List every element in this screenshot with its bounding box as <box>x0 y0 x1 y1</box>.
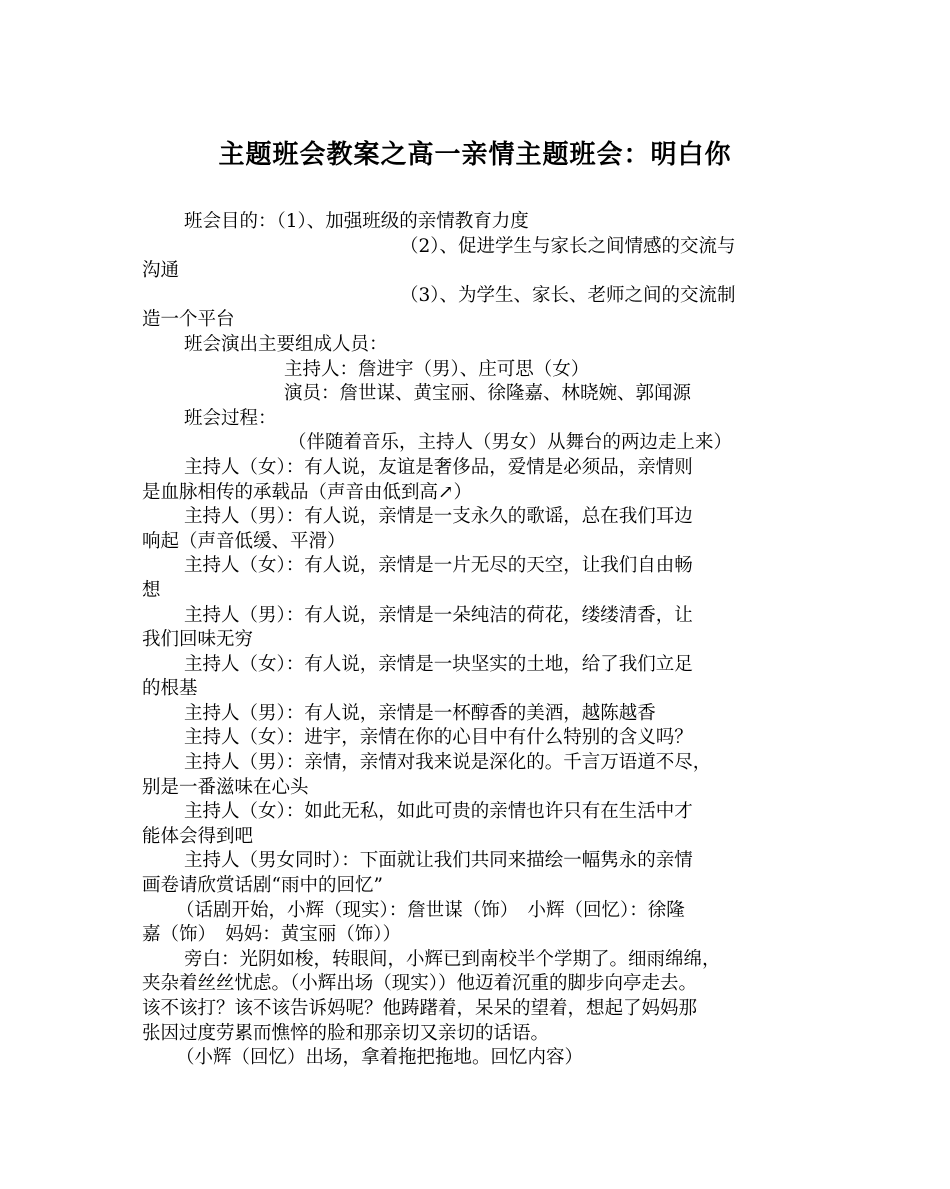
text-line: 沟通 <box>142 260 180 282</box>
text-line: 主持人（女）：进宇，亲情在你的心目中有什么特别的含义吗？ <box>184 727 693 749</box>
document-body <box>142 210 822 1071</box>
text-line: 主持人（男）：有人说，亲情是一杯醇香的美酒，越陈越香 <box>184 702 656 724</box>
text-line: （伴随着音乐，主持人（男女）从舞台的两边走上来） <box>288 432 733 454</box>
text-line: 响起（声音低缓、平滑） <box>142 530 346 552</box>
text-line: 嘉（饰） 妈妈：黄宝丽（饰）） <box>142 924 402 946</box>
text-line: 主持人（女）：有人说，亲情是一块坚实的土地，给了我们立足 <box>184 653 693 675</box>
text-line: 主持人：詹进宇（男）、庄可思（女） <box>284 358 590 380</box>
text-line: 主持人（女）：如此无私，如此可贵的亲情也许只有在生活中才 <box>184 801 693 823</box>
text-line: 的根基 <box>142 678 198 700</box>
text-line: （小辉（回忆）出场，拿着拖把拖地。回忆内容） <box>176 1047 584 1069</box>
text-line: 能体会得到吧 <box>142 825 254 847</box>
text-line: 是血脉相传的承载品（声音由低到高↗） <box>142 481 473 503</box>
text-line: 别是一番滋味在心头 <box>142 776 309 798</box>
text-line: 我们回味无穷 <box>142 629 254 651</box>
text-line: 张因过度劳累而憔悴的脸和那亲切又亲切的话语。 <box>142 1022 550 1044</box>
text-line: 主持人（女）：有人说，友谊是奢侈品，爱情是必须品，亲情则 <box>184 456 693 478</box>
text-line: 想 <box>142 579 161 601</box>
text-line: 旁白：光阴如梭，转眼间，小辉已到南校半个学期了。细雨绵绵， <box>184 948 721 970</box>
text-line: （2）、促进学生与家长之间情感的交流与 <box>400 235 736 257</box>
text-line: 该不该打？该不该告诉妈呢？他踌躇着，呆呆的望着，想起了妈妈那 <box>142 998 698 1019</box>
text-line: 主持人（男）：有人说，亲情是一支永久的歌谣，总在我们耳边 <box>184 506 693 528</box>
text-line: 演员：詹世谋、黄宝丽、徐隆嘉、林晓婉、郭闻源 <box>284 383 692 405</box>
text-line: （3）、为学生、家长、老师之间的交流制 <box>400 284 736 306</box>
text-line: 班会目的：（1）、加强班级的亲情教育力度 <box>184 211 529 232</box>
text-line: （话剧开始，小辉（现实）：詹世谋（饰） 小辉（回忆）：徐隆 <box>176 899 685 921</box>
text-line: 主持人（女）：有人说，亲情是一片无尽的天空，让我们自由畅 <box>184 555 693 577</box>
text-line: 班会过程： <box>184 407 277 429</box>
text-line: 夹杂着丝丝忧虑。（小辉出场（现实））他迈着沉重的脚步向亭走去。 <box>142 973 698 995</box>
page-title: 主题班会教案之高一亲情主题班会：明白你 <box>218 140 732 170</box>
text-line: 主持人（男女同时）：下面就让我们共同来描绘一幅隽永的亲情 <box>184 850 693 872</box>
text-line: 主持人（男）：有人说，亲情是一朵纯洁的荷花，缕缕清香，让 <box>184 604 693 626</box>
text-line: 主持人（男）：亲情，亲情对我来说是深化的。千言万语道不尽， <box>184 752 712 774</box>
text-line: 造一个平台 <box>142 309 235 331</box>
text-line: 班会演出主要组成人员： <box>184 333 388 355</box>
text-line: 画卷请欣赏话剧“雨中的回忆” <box>142 875 383 897</box>
